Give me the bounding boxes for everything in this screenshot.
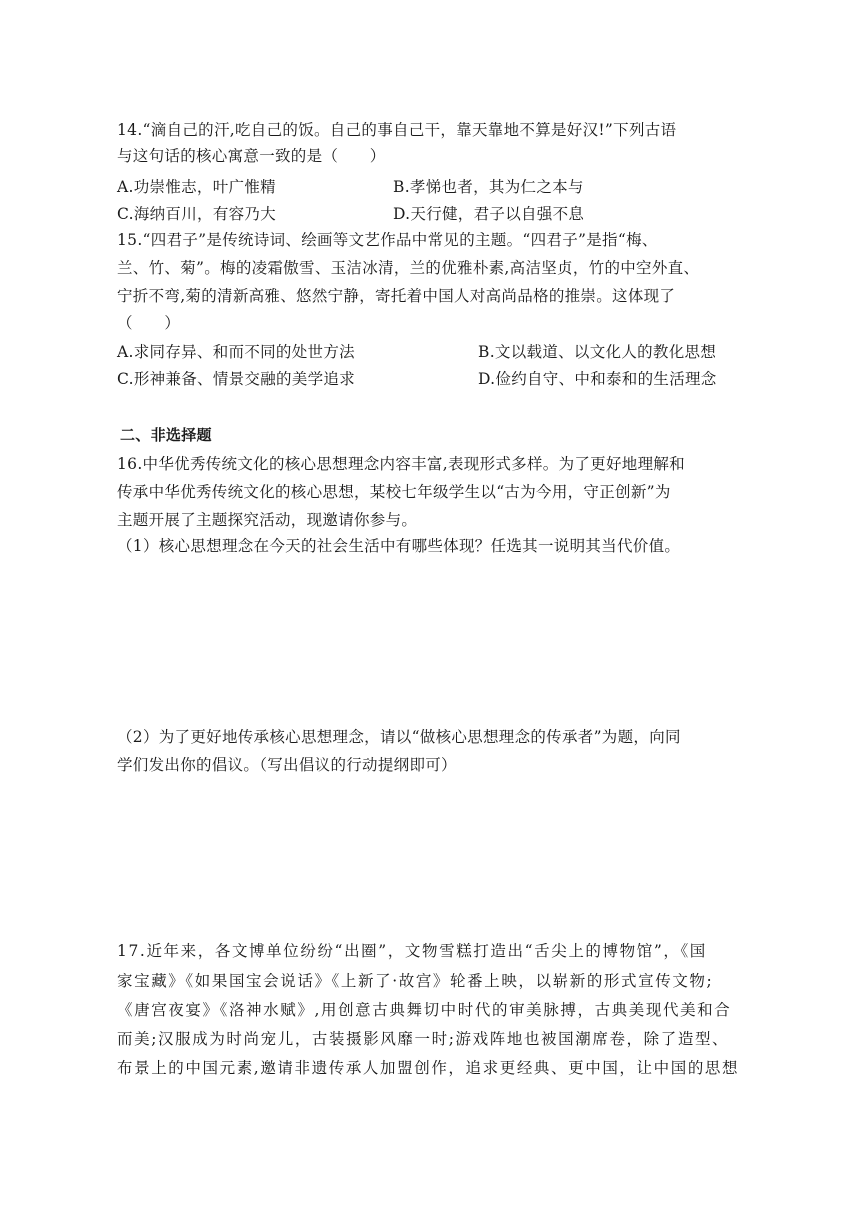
q15-stem-line-2: 兰、竹、菊”。梅的凌霜傲雪、玉洁冰清，兰的优雅朴素,高洁坚贞，竹的中空外直、 xyxy=(117,259,700,277)
q15-stem-line-1: 15.“四君子”是传统诗词、绘画等文艺作品中常见的主题。“四君子”是指“梅、 xyxy=(117,231,658,249)
q16-subquestion-2-line-1: （2）为了更好地传承核心思想理念，请以“做核心思想理念的传承者”为题，向同 xyxy=(117,728,681,746)
q17-stem-line-5: 布景上的中国元素,邀请非遗传承人加盟创作，追求更经典、更中国，让中国的思想 xyxy=(117,1059,740,1077)
q15-option-a: A.求同存异、和而不同的处世方法 xyxy=(117,343,355,361)
q17-stem-line-2: 家宝藏》《如果国宝会说话》《上新了·故宫》轮番上映，以崭新的形式宣传文物; xyxy=(117,972,714,990)
q14-option-c: C.海纳百川，有容乃大 xyxy=(117,205,277,223)
q17-stem-line-4: 而美;汉服成为时尚宠儿，古装摄影风靡一时;游戏阵地也被国潮席卷，除了造型、 xyxy=(117,1030,730,1048)
q15-stem-line-3: 宁折不弯,菊的清新高雅、悠然宁静，寄托着中国人对高尚品格的推崇。这体现了 xyxy=(117,287,676,305)
q16-stem-line-1: 16.中华优秀传统文化的核心思想理念内容丰富,表现形式多样。为了更好地理解和 xyxy=(117,455,685,473)
q14-option-d: D.天行健，君子以自强不息 xyxy=(393,205,585,223)
q17-stem-line-1: 17.近年来，各文博单位纷纷“出圈”，文物雪糕打造出“舌尖上的博物馆”，《国 xyxy=(117,942,707,960)
q14-stem-line-2: 与这句话的核心寓意一致的是（ ） xyxy=(117,147,386,165)
q14-option-b: B.孝悌也者，其为仁之本与 xyxy=(393,178,584,196)
q17-stem-line-3: 《唐宫夜宴》《洛神水赋》,用创意古典舞切中时代的审美脉搏，古典美现代美和合 xyxy=(117,1001,732,1019)
section-heading: 二、非选择题 xyxy=(120,426,212,444)
q16-stem-line-2: 传承中华优秀传统文化的核心思想，某校七年级学生以“古为今用，守正创新”为 xyxy=(117,483,671,501)
q16-subquestion-2-line-2: 学们发出你的倡议。（写出倡议的行动提纲即可） xyxy=(117,756,457,774)
q15-option-d: D.俭约自守、中和泰和的生活理念 xyxy=(478,370,717,388)
q15-answer-blank: （ ） xyxy=(117,314,181,332)
q14-option-a: A.功崇惟志，叶广惟精 xyxy=(117,178,276,196)
q15-option-b: B.文以载道、以文化人的教化思想 xyxy=(478,343,717,361)
q15-option-c: C.形神兼备、情景交融的美学追求 xyxy=(117,370,356,388)
q14-stem-line-1: 14.“滴自己的汗,吃自己的饭。自己的事自己干，靠天靠地不算是好汉!”下列古语 xyxy=(117,121,677,139)
q16-subquestion-1: （1）核心思想理念在今天的社会生活中有哪些体现？任选其一说明其当代价值。 xyxy=(117,537,681,555)
q16-stem-line-3: 主题开展了主题探究活动，现邀请你参与。 xyxy=(117,511,418,529)
